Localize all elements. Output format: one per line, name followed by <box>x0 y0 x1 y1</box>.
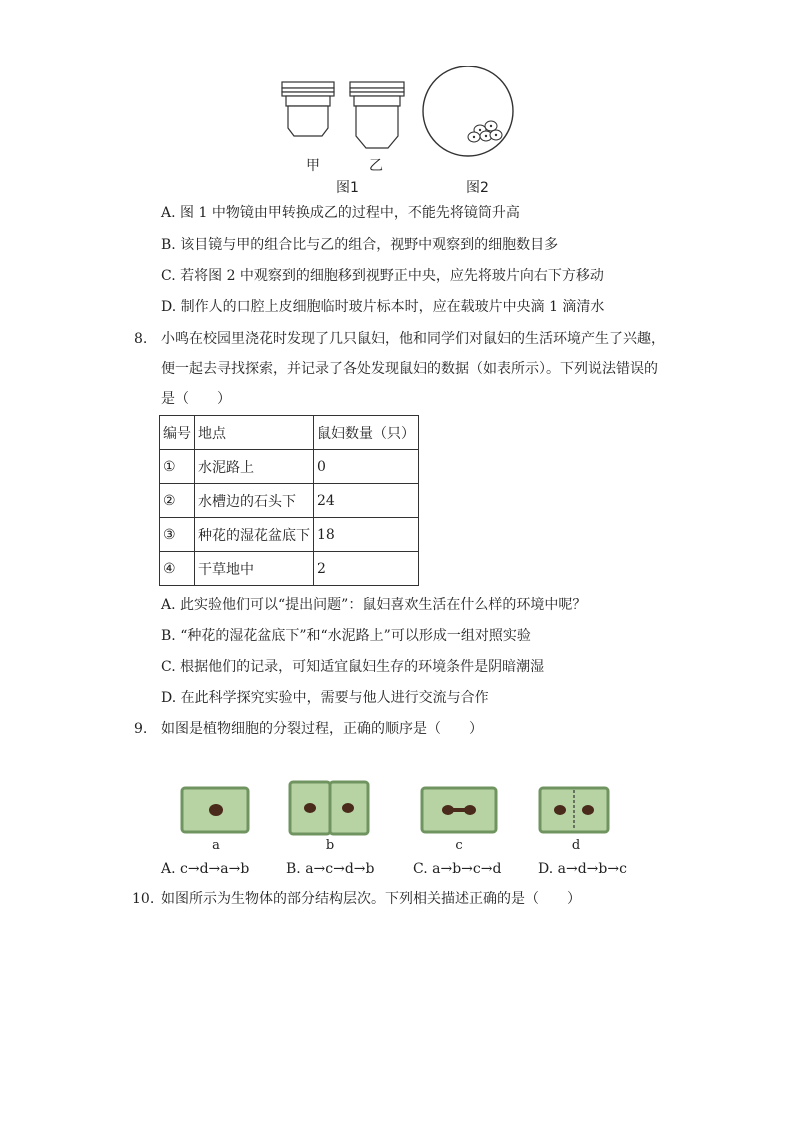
label-yi: 乙 <box>369 158 383 174</box>
figure-caption-1: 图1 <box>336 180 359 196</box>
table-row <box>160 484 419 518</box>
objective-jia-icon <box>282 82 334 136</box>
cell-location: 水泥路上 <box>195 450 314 484</box>
q8-option-a: A. 此实验他们可以“提出问题”：鼠妇喜欢生活在什么样的环境中呢？ <box>161 597 587 613</box>
cell-label-a: a <box>212 838 220 853</box>
q8-option-c: C. 根据他们的记录，可知适宜鼠妇生存的环境条件是阴暗潮湿 <box>161 659 545 675</box>
header-location: 地点 <box>195 416 314 450</box>
cell-number: ④ <box>160 552 195 586</box>
q9-option-a: A. c→d→a→b <box>161 861 250 877</box>
cell-location: 干草地中 <box>195 552 314 586</box>
q10-stem: 如图所示为生物体的部分结构层次。下列相关描述正确的是（ ） <box>161 891 581 907</box>
q7-option-d: D. 制作人的口腔上皮细胞临时玻片标本时，应在载玻片中央滴 1 滴清水 <box>161 299 605 315</box>
objective-yi-icon <box>350 82 404 148</box>
q8-number: 8. <box>134 331 148 347</box>
q10-number: 10. <box>132 891 155 907</box>
cell-number: ② <box>160 484 195 518</box>
q8-stem-line-3: 是（ ） <box>161 391 231 407</box>
cell-location: 种花的湿花盆底下 <box>195 518 314 552</box>
header-number: 编号 <box>160 416 195 450</box>
cell-c-icon <box>422 788 496 832</box>
figure-caption-2: 图2 <box>466 180 489 196</box>
table-row <box>160 450 419 484</box>
cell-a-icon <box>182 788 248 832</box>
q7-option-a: A. 图 1 中物镜由甲转换成乙的过程中，不能先将镜筒升高 <box>161 205 520 221</box>
q7-option-b: B. 该目镜与甲的组合比与乙的组合，视野中观察到的细胞数目多 <box>161 237 559 253</box>
header-count: 鼠妇数量（只） <box>314 416 419 450</box>
pillbug-data-table <box>159 415 419 586</box>
q8-option-d: D. 在此科学探究实验中，需要与他人进行交流与合作 <box>161 690 489 706</box>
cell-count: 2 <box>314 552 419 586</box>
label-jia: 甲 <box>306 158 320 174</box>
table-row <box>160 552 419 586</box>
field-of-view-icon <box>423 66 513 156</box>
table-header-row <box>160 416 419 450</box>
cell-division-figure <box>176 778 616 838</box>
cell-label-c: c <box>455 838 463 853</box>
cell-label-b: b <box>325 838 335 853</box>
table-row <box>160 518 419 552</box>
q9-stem: 如图是植物细胞的分裂过程，正确的顺序是（ ） <box>161 721 483 737</box>
cell-d-icon <box>540 788 608 832</box>
cell-location: 水槽边的石头下 <box>195 484 314 518</box>
q8-stem-line-1: 小鸣在校园里浇花时发现了几只鼠妇，他和同学们对鼠妇的生活环境产生了兴趣， <box>161 331 665 347</box>
cell-label-d: d <box>571 838 581 853</box>
cell-count: 0 <box>314 450 419 484</box>
q9-option-c: C. a→b→c→d <box>413 861 502 877</box>
cell-b-icon <box>290 782 368 834</box>
q8-option-b: B. “种花的湿花盆底下”和“水泥路上”可以形成一组对照实验 <box>161 628 531 644</box>
q7-option-c: C. 若将图 2 中观察到的细胞移到视野正中央，应先将玻片向右下方移动 <box>161 268 604 284</box>
q8-stem-line-2: 便一起去寻找探索，并记录了各处发现鼠妇的数据（如表所示）。下列说法错误的 <box>161 361 658 377</box>
q9-option-d: D. a→d→b→c <box>538 861 627 877</box>
cell-count: 24 <box>314 484 419 518</box>
cell-count: 18 <box>314 518 419 552</box>
cell-number: ① <box>160 450 195 484</box>
q9-number: 9. <box>134 721 148 737</box>
cell-number: ③ <box>160 518 195 552</box>
microscope-figure <box>270 66 530 162</box>
q9-option-b: B. a→c→d→b <box>286 861 375 877</box>
